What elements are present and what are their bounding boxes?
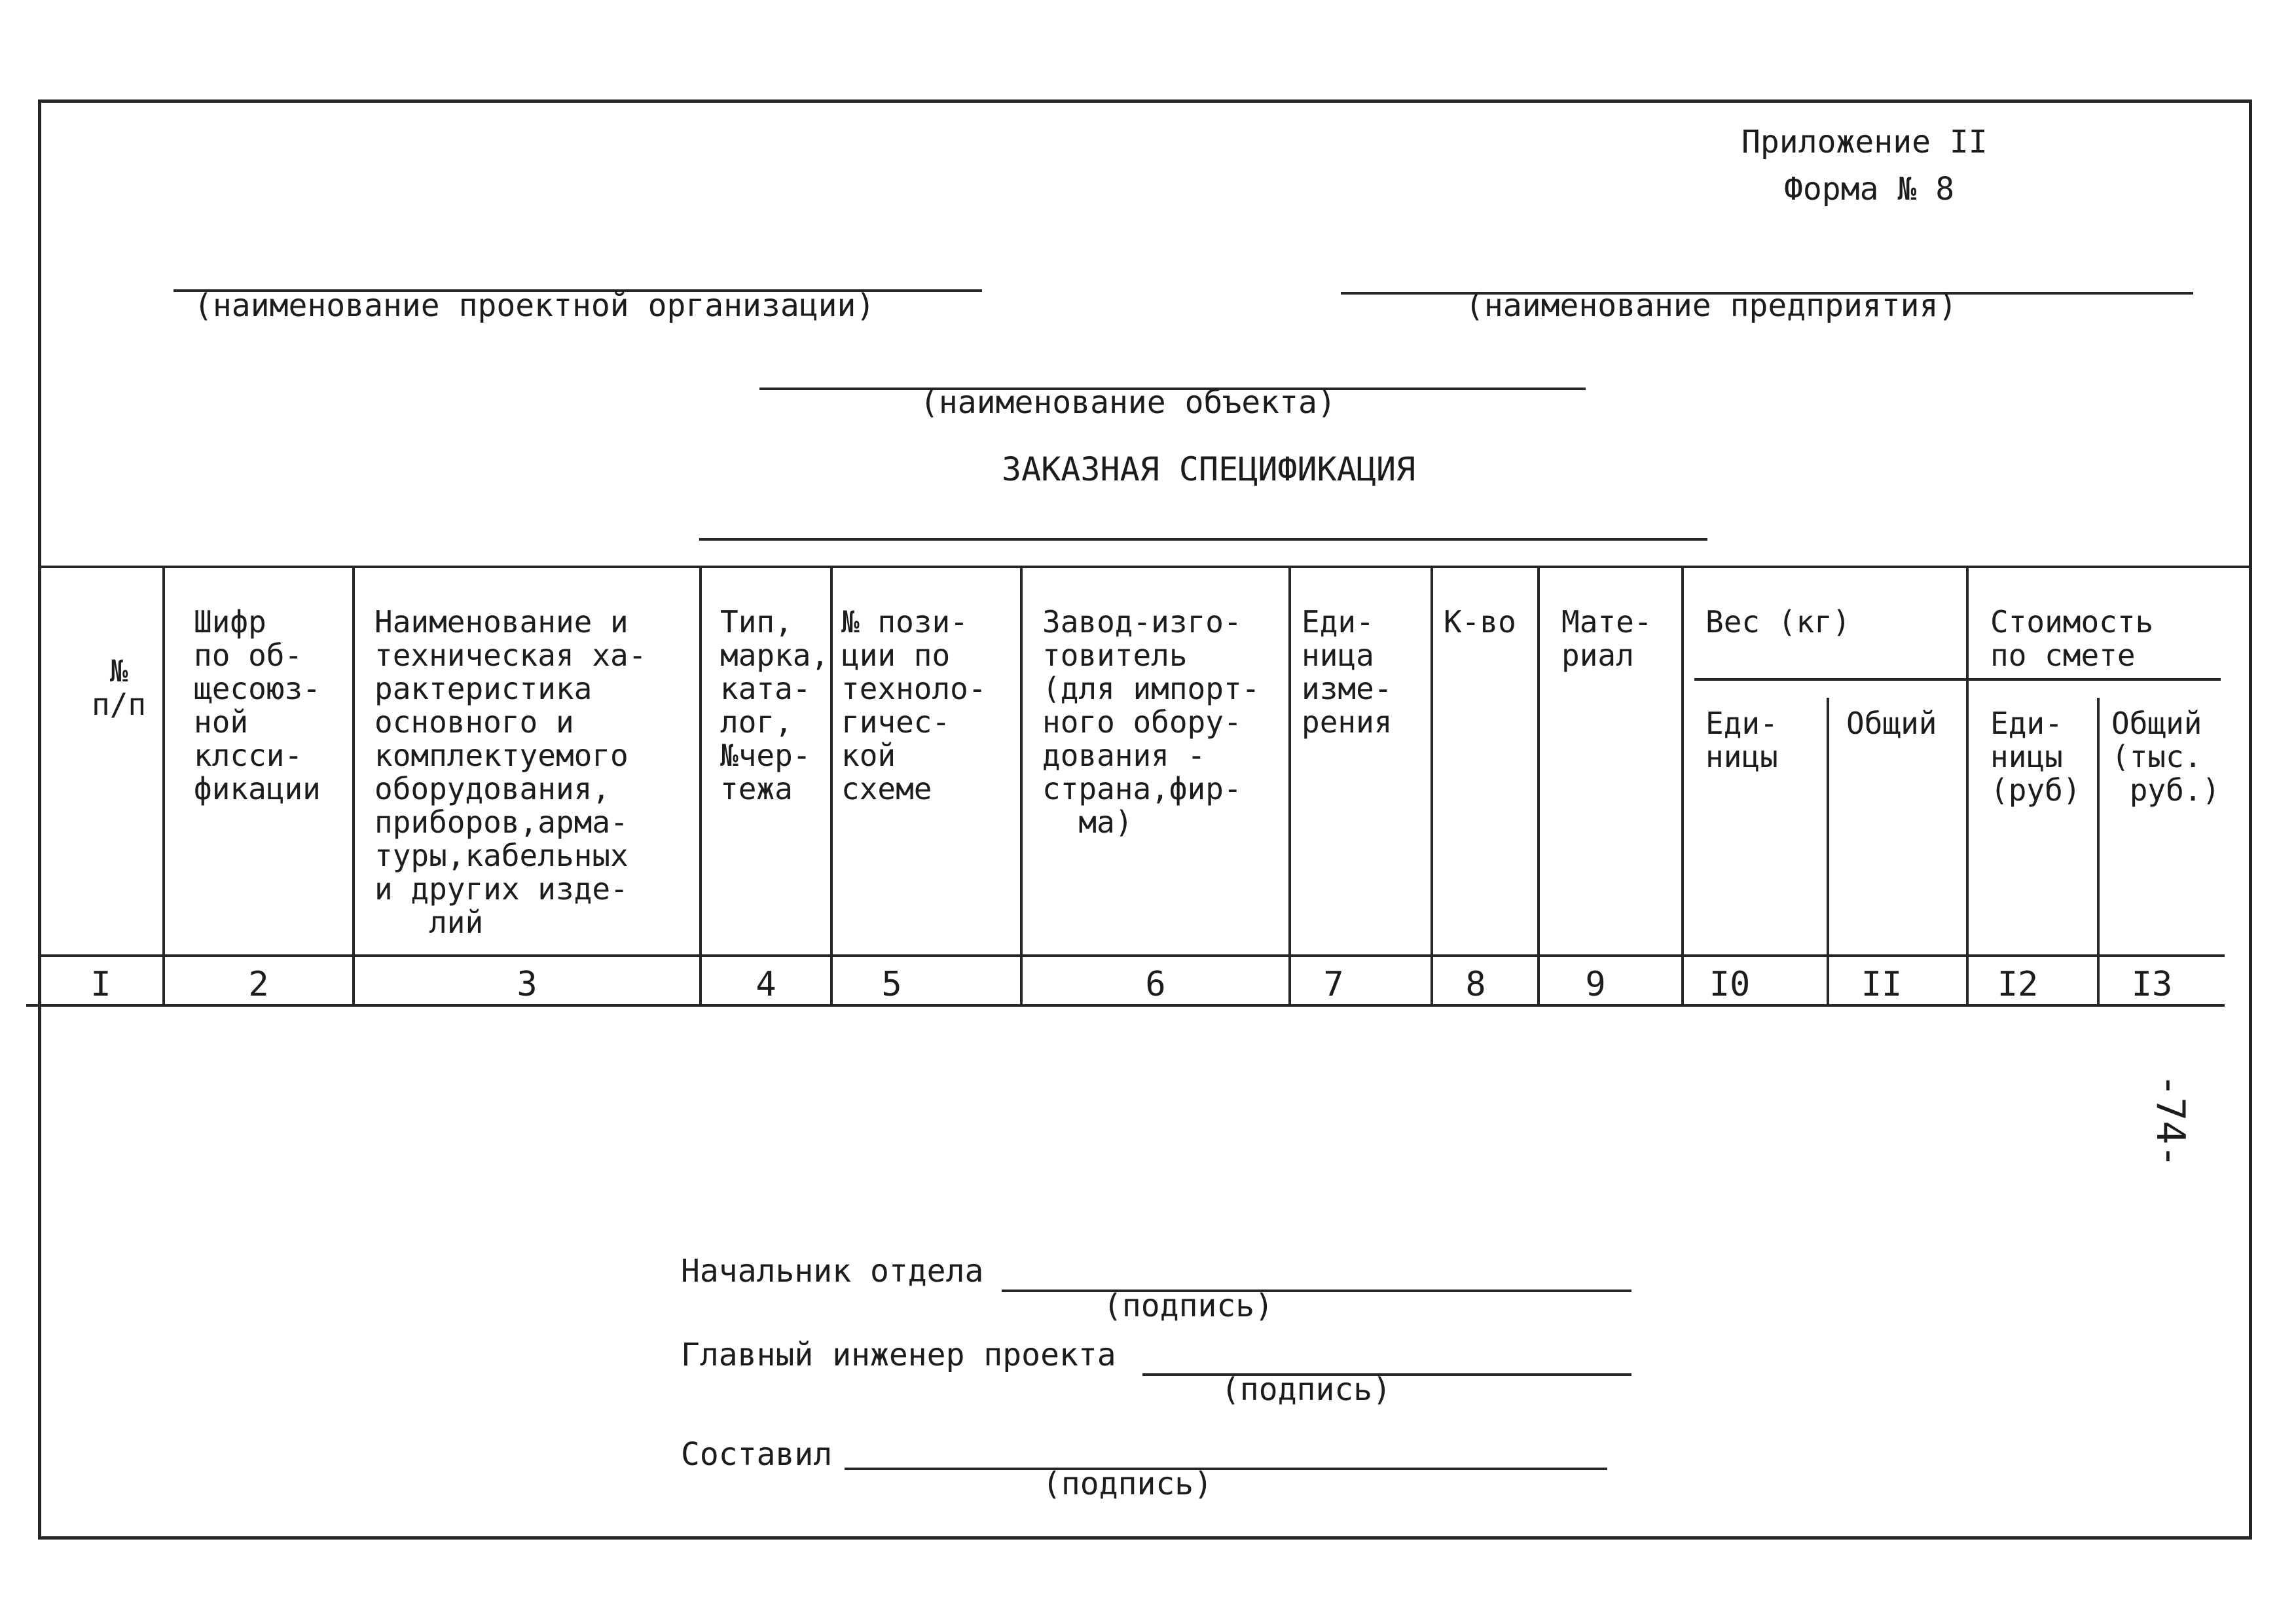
col-header-weight-total: Общий <box>1846 706 1937 741</box>
form-number: Форма № 8 <box>1784 171 1955 208</box>
col-divider-6 <box>1288 567 1291 1007</box>
cost-group-header: Стоимость по смете <box>1990 604 2154 673</box>
col-number-3: 3 <box>517 965 538 1004</box>
col-header-number: № п/п <box>92 653 147 722</box>
page-number: -74- <box>2147 1074 2193 1168</box>
appendix-label: Приложение II <box>1741 124 1988 160</box>
col-number-5: 5 <box>881 965 902 1004</box>
col-divider-2 <box>352 567 355 1007</box>
col-number-6: 6 <box>1145 965 1166 1004</box>
col-number-12: I2 <box>1997 965 2039 1004</box>
col-header-material: Мате- риал <box>1561 604 1652 673</box>
compiled-by-signature-caption: (подпись) <box>1042 1466 1213 1502</box>
numbers-bottom-rule <box>26 1004 2225 1007</box>
dept-head-signature-line <box>1002 1290 1631 1292</box>
chief-engineer-label: Главный инженер проекта <box>681 1337 1116 1373</box>
col-divider-11 <box>1966 567 1969 1007</box>
col-header-unit: Еди- ница изме- рения <box>1302 604 1393 740</box>
col-divider-4 <box>830 567 833 1007</box>
col-divider-3 <box>699 567 702 1007</box>
col-header-quantity: К-во <box>1444 604 1516 640</box>
weight-group-header: Вес (кг) <box>1705 604 1851 640</box>
col-header-cost-total: Общий (тыс. руб.) <box>2111 706 2221 808</box>
col-number-10: I0 <box>1709 965 1751 1004</box>
compiled-by-signature-line <box>845 1468 1607 1470</box>
col-header-code: Шифр по об- щесоюз- ной клсси- фикации <box>194 604 321 806</box>
col-divider-9 <box>1681 567 1684 1007</box>
col-divider-8 <box>1537 567 1540 1007</box>
col-divider-1 <box>162 567 165 1007</box>
col-header-manufacturer: Завод-изго- товитель (для импорт- ного обору- дования - страна,фир- ма) <box>1042 604 1260 840</box>
table-top-border <box>38 566 2251 568</box>
col-header-position: № пози- ции по техноло- гичес- кой схеме <box>841 604 987 806</box>
dept-head-signature-caption: (подпись) <box>1103 1288 1274 1324</box>
col-header-cost-unit: Еди- ницы (руб) <box>1990 706 2081 808</box>
header-bottom-rule <box>38 954 2225 957</box>
dept-head-label: Начальник отдела <box>681 1253 984 1290</box>
col-number-2: 2 <box>248 965 269 1004</box>
col-header-weight-unit: Еди- ницы <box>1705 706 1778 774</box>
chief-engineer-signature-caption: (подпись) <box>1221 1371 1392 1408</box>
col-divider-5 <box>1020 567 1023 1007</box>
enterprise-caption: (наименование предприятия) <box>1465 287 1958 324</box>
object-caption: (наименование объекта) <box>920 384 1336 421</box>
compiled-by-label: Составил <box>681 1436 833 1473</box>
title-underline <box>699 538 1707 541</box>
col-number-8: 8 <box>1465 965 1486 1004</box>
col-number-4: 4 <box>756 965 776 1004</box>
col-divider-12 <box>2097 698 2100 1007</box>
col-number-13: I3 <box>2131 965 2173 1004</box>
col-divider-7 <box>1430 567 1433 1007</box>
col-number-7: 7 <box>1323 965 1344 1004</box>
project-org-caption: (наименование проектной организации) <box>194 287 875 324</box>
col-number-9: 9 <box>1585 965 1606 1004</box>
cost-group-divider <box>1971 678 2219 681</box>
col-divider-10 <box>1827 698 1829 1007</box>
page-title: ЗАКАЗНАЯ СПЕЦИФИКАЦИЯ <box>1002 450 1416 488</box>
col-header-type: Тип, марка, ката- лог, №чер- тежа <box>720 604 829 806</box>
col-number-1: I <box>90 965 111 1004</box>
col-header-name: Наименование и техническая ха- рактеристика основного и комплектуемого оборудования, приборов,арма- туры,кабельных и других изде- лий <box>374 604 647 940</box>
col-number-11: II <box>1861 965 1903 1004</box>
